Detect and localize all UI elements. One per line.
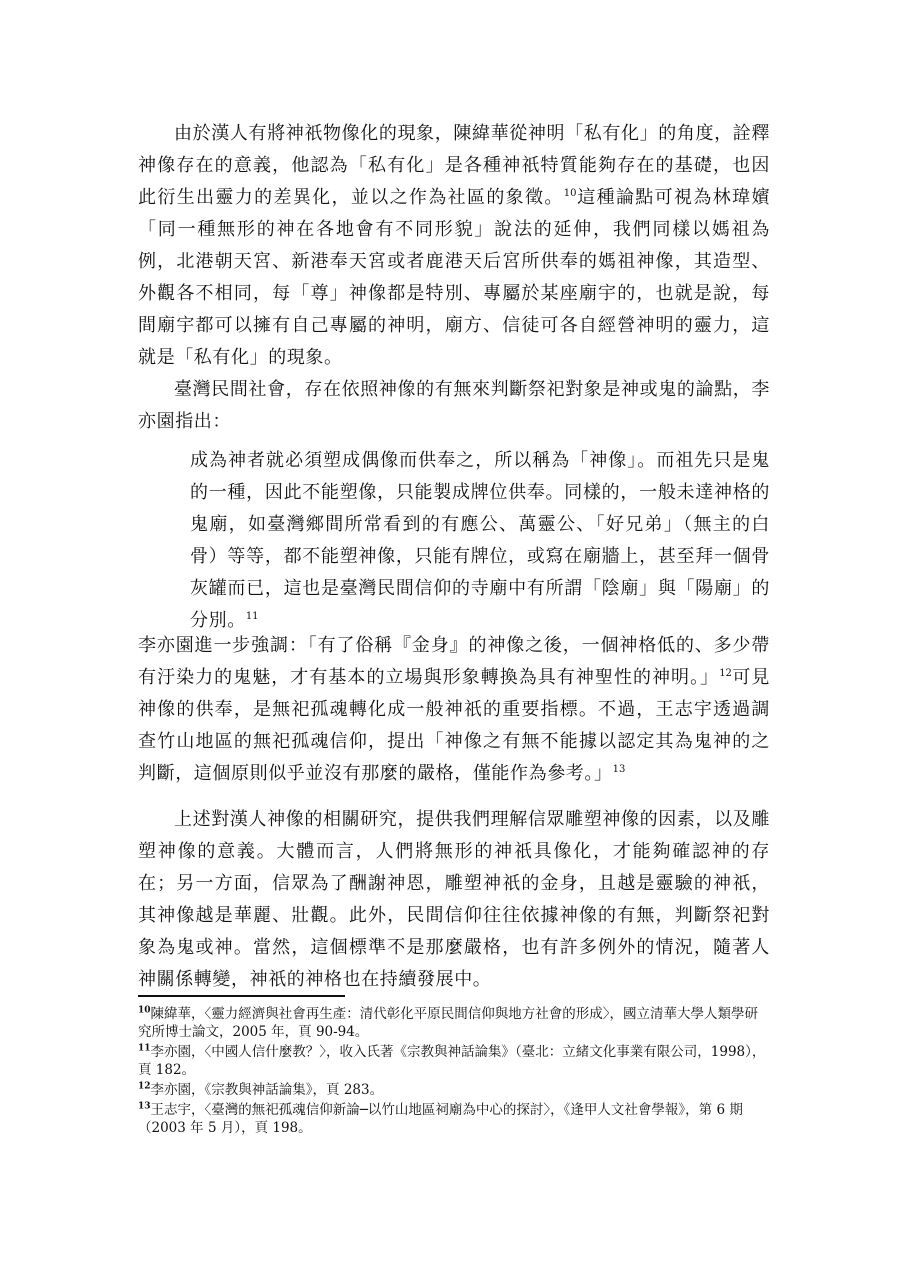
body-paragraph-1 [138,118,770,374]
footnote-10 [138,1005,770,1041]
paragraph-text: 李亦園進一步強調：「有了俗稱『金身』的神像之後，一個神格低的、多少帶有汙染力的鬼魅，才有基本的立場與形象轉換為具有神聖性的神明。」 [138,635,770,688]
footnote-text: 李亦園，《宗教與神話論集》，頁 283。 [150,1082,384,1098]
paragraph-text: 由於漢人有將神祇物像化的現象，陳緯華從神明「私有化」的角度，詮釋神像存在的意義，他認為「私有化」是各種神祇特質能夠存在的基礎，也因此衍生出靈力的差異化，並以之作為社區的象徵。 [138,123,770,208]
footnotes-section [138,1005,770,1139]
footnote-number: 10 [138,1005,151,1016]
paragraph-text-continued: 這種論點可視為林瑋嬪「同一種無形的神在各地會有不同形貌」說法的延伸，我們同樣以媽祖為例，北港朝天宮、新港奉天宮或者鹿港天后宮所供奉的媽祖神像，其造型、外觀各不相同，每「尊」神像都是特別、專屬於某座廟宇的，也就是說，每間廟宇都可以擁有自己專屬的神明，廟方、信徒可各自經營神明的靈力，這就是「私有化」的現象。 [138,187,771,368]
footnote-text: 李亦園，〈中國人信什麼教？〉，收入氏著《宗教與神話論集》（臺北：立緒文化事業有限公司，1998），頁 182。 [138,1044,766,1078]
footnote-ref-10[interactable]: 10 [563,188,577,199]
footnote-ref-11[interactable]: 11 [245,611,259,622]
footnote-text: 陳緯華，〈靈力經濟與社會再生產：清代彰化平原民間信仰與地方社會的形成〉，國立清華大學人類學研究所博士論文，2005 年，頁 90-94。 [138,1006,759,1040]
footnote-12 [138,1081,770,1099]
footnote-11 [138,1043,770,1079]
footnote-number: 12 [138,1081,151,1092]
footnote-number: 11 [138,1043,151,1054]
paragraph-text: 上述對漢人神像的相關研究，提供我們理解信眾雕塑神像的因素，以及雕塑神像的意義。大體而言，人們將無形的神祇具像化，才能夠確認神的存在；另一方面，信眾為了酬謝神恩，雕塑神祇的金身，且越是靈驗的神祇，其神像越是華麗、壯觀。此外，民間信仰往往依據神像的有無，判斷祭祀對象為鬼或神。當然，這個標準不是那麼嚴格，也有許多例外的情況，隨著人神關係轉變，神祇的神格也在持續發展中。 [138,809,770,990]
block-quote [190,445,770,637]
body-paragraph-4 [138,804,770,996]
body-paragraph-2 [138,374,770,438]
footnote-ref-12[interactable]: 12 [719,668,732,679]
paragraph-text: 臺灣民間社會，存在依照神像的有無來判斷祭祀對象是神或鬼的論點，李亦園指出： [138,379,770,432]
footnote-number: 13 [138,1101,151,1112]
quote-text: 成為神者就必須塑成偶像而供奉之，所以稱為「神像」。而祖先只是鬼的一種，因此不能塑像，只能製成牌位供奉。同樣的，一般未達神格的鬼廟，如臺灣鄉間所常看到的有應公、萬靈公、「好兄弟」（無主的白骨）等等，都不能塑神像，只能有牌位，或寫在廟牆上，甚至拜一個骨灰罐而已，這也是臺灣民間信仰的寺廟中有所謂「陰廟」與「陽廟」的分別。 [190,450,770,631]
footnote-ref-13[interactable]: 13 [612,764,626,775]
body-paragraph-3 [138,630,770,790]
footnote-divider [138,995,345,997]
paragraph-text-continued: 可見神像的供奉，是無祀孤魂轉化成一般神祇的重要指標。不過，王志宇透過調查竹山地區的無祀孤魂信仰，提出「神像之有無不能據以認定其為鬼神的之判斷，這個原則似乎並沒有那麼的嚴格，僅能作為參考。」 [138,667,770,784]
footnote-13 [138,1101,770,1137]
footnote-text: 王志宇，〈臺灣的無祀孤魂信仰新論─以竹山地區祠廟為中心的探討〉，《逢甲人文社會學報》，第 6 期（2003 年 5 月），頁 198。 [138,1102,743,1136]
